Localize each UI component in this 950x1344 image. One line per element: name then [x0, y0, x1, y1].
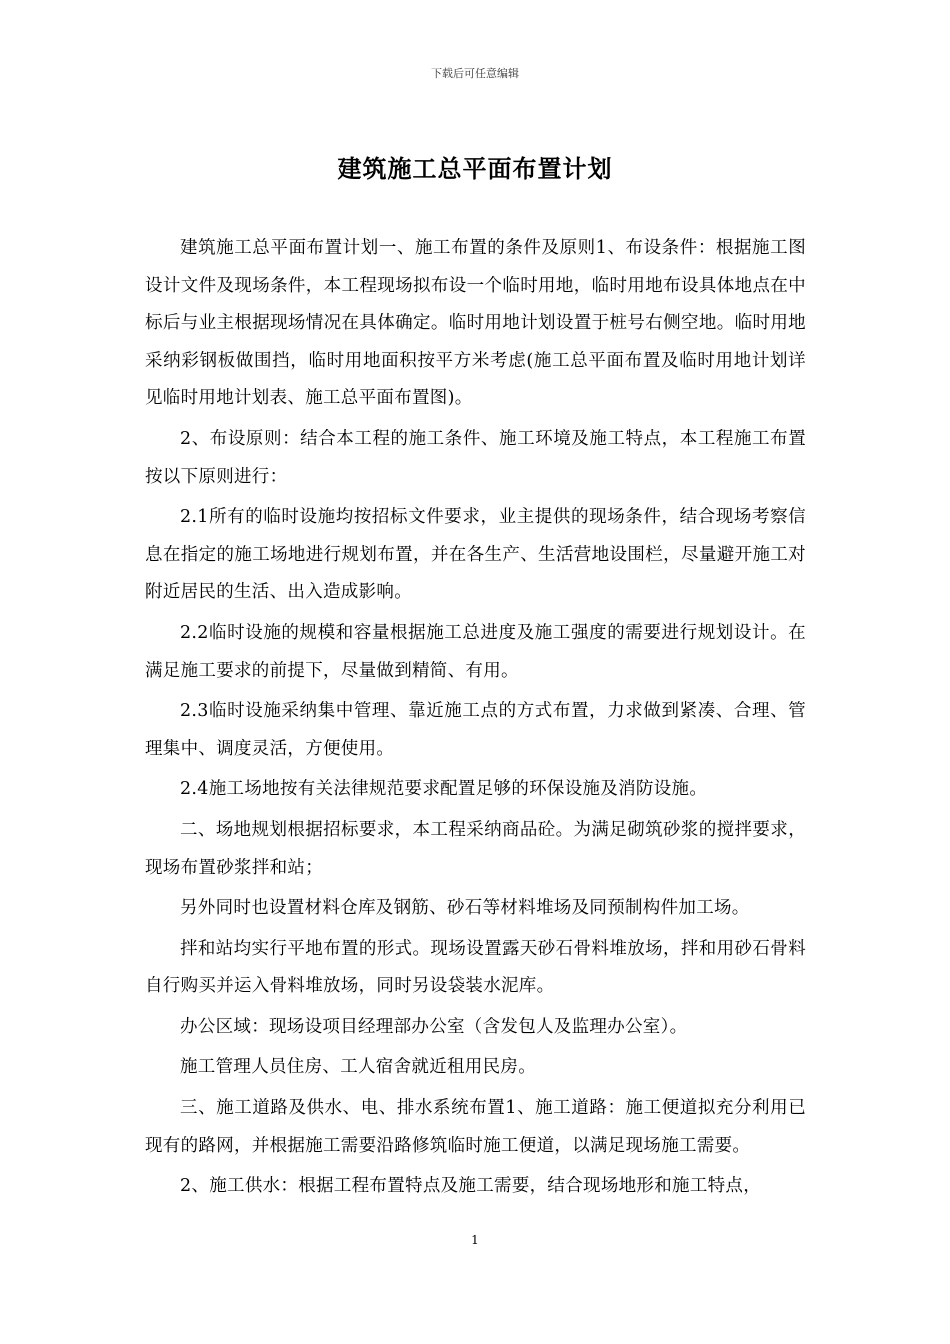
- page-header-note: 下载后可任意编辑: [431, 67, 519, 80]
- page-number: 1: [471, 1233, 479, 1247]
- paragraph: 2.3临时设施采纳集中管理、靠近施工点的方式布置，力求做到紧凑、合理、管理集中、调度灵活，方便使用。: [145, 701, 806, 759]
- document-title: 建筑施工总平面布置计划: [337, 154, 613, 183]
- paragraph: 办公区域：现场设项目经理部办公室（含发包人及监理办公室）。: [180, 1016, 688, 1037]
- paragraph: 2.1所有的临时设施均按招标文件要求，业主提供的现场条件，结合现场考察信息在指定的施工场地进行规划布置，并在各生产、生活营地设围栏，尽量避开施工对附近居民的生活、出入造成影响。: [145, 507, 806, 603]
- paragraph: 建筑施工总平面布置计划一、施工布置的条件及原则1、布设条件：根据施工图设计文件及现场条件，本工程现场拟布设一个临时用地，临时用地布设具体地点在中标后与业主根据现场情况在具体确定。临时用地计划设置于桩号右侧空地。临时用地采纳彩钢板做围挡，临时用地面积按平方米考虑(施工总平面布置及临时用地计划详见临时用地计划表、施工总平面布置图)。: [145, 238, 806, 409]
- paragraph: 二、场地规划根据招标要求，本工程采纳商品砼。为满足砌筑砂浆的搅拌要求，现场布置砂浆拌和站；: [145, 819, 806, 878]
- paragraph: 另外同时也设置材料仓库及钢筋、砂石等材料堆场及同预制构件加工场。: [180, 898, 750, 919]
- paragraph: 施工管理人员住房、工人宿舍就近租用民房。: [180, 1057, 536, 1078]
- paragraph: 拌和站均实行平地布置的形式。现场设置露天砂石骨料堆放场，拌和用砂石骨料自行购买并运入骨料堆放场，同时另设袋装水泥库。: [145, 938, 806, 997]
- paragraph: 2、施工供水：根据工程布置特点及施工需要，结合现场地形和施工特点，: [180, 1176, 762, 1197]
- document-body: [145, 230, 806, 1209]
- paragraph: 三、施工道路及供水、电、排水系统布置1、施工道路：施工便道拟充分利用已现有的路网，并根据施工需要沿路修筑临时施工便道，以满足现场施工需要。: [145, 1098, 806, 1156]
- paragraph: 2、布设原则：结合本工程的施工条件、施工环境及施工特点，本工程施工布置按以下原则进行：: [145, 428, 806, 487]
- paragraph: 2.2临时设施的规模和容量根据施工总进度及施工强度的需要进行规划设计。在满足施工要求的前提下，尽量做到精简、有用。: [145, 622, 806, 681]
- paragraph: 2.4施工场地按有关法律规范要求配置足够的环保设施及消防设施。: [180, 779, 708, 800]
